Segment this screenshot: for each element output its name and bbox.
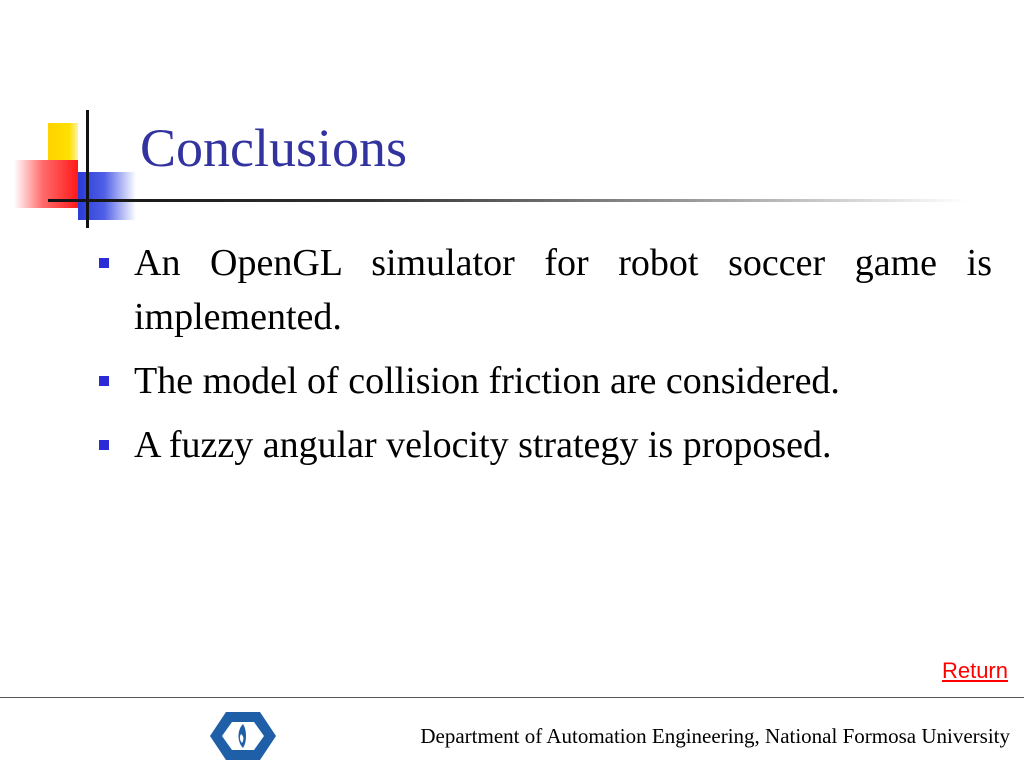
bullet-item	[96, 418, 992, 472]
bullet-list	[96, 236, 992, 482]
bullet-square-icon	[99, 376, 109, 386]
title-underline	[48, 199, 968, 202]
footer-divider	[0, 697, 1024, 698]
bullet-text: The model of collision friction are considered.	[134, 360, 840, 402]
bullet-text: An OpenGL simulator for robot soccer game is implemented.	[134, 242, 992, 338]
bullet-item	[96, 354, 992, 408]
slide-title: Conclusions	[140, 118, 408, 178]
bullet-square-icon	[99, 258, 109, 268]
footer-text: Department of Automation Engineering, National Formosa University	[420, 724, 1010, 748]
decorative-vertical-line	[86, 110, 89, 228]
university-logo-icon	[210, 710, 276, 762]
bullet-text: A fuzzy angular velocity strategy is proposed.	[134, 424, 832, 466]
bullet-item	[96, 236, 992, 344]
return-link[interactable]: Return	[941, 658, 1008, 683]
bullet-square-icon	[99, 440, 109, 450]
